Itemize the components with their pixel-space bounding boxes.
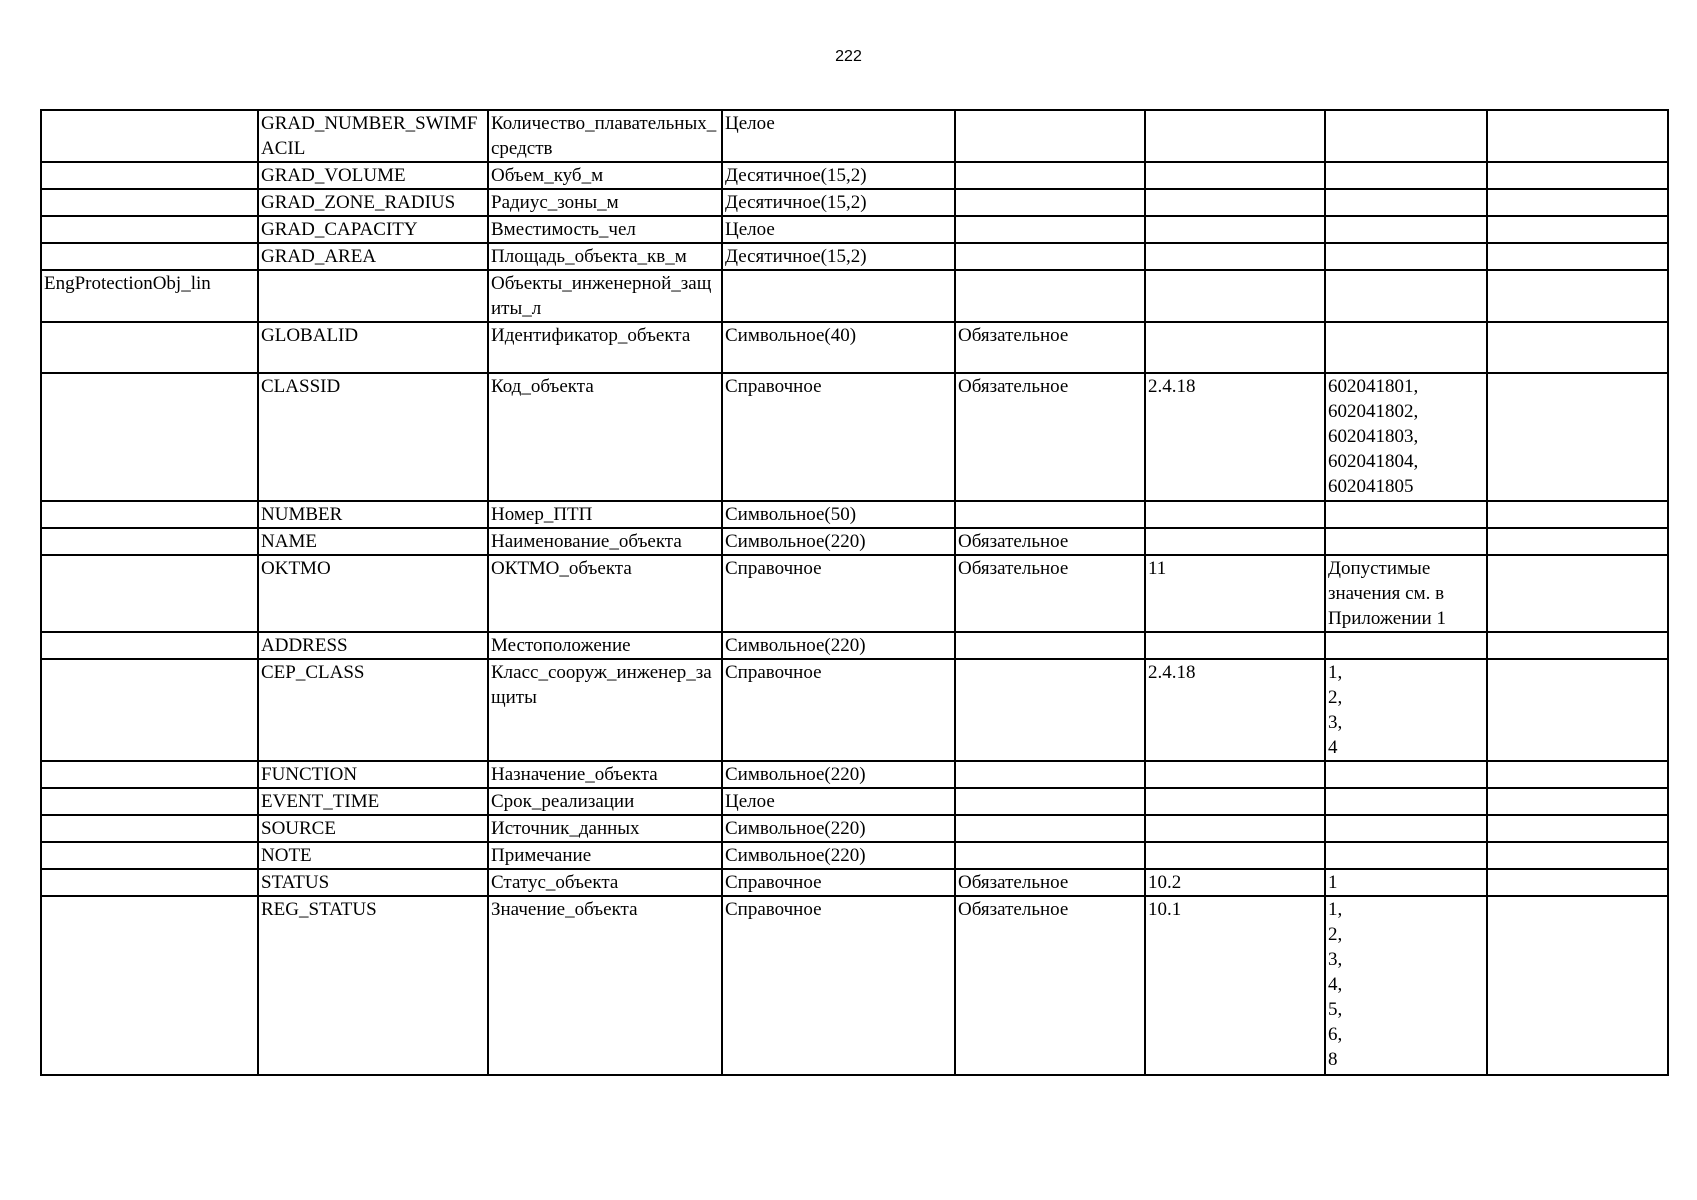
type-cell: Целое	[722, 788, 955, 815]
alias-cell: Примечание	[488, 842, 722, 869]
required-cell: Обязательное	[955, 896, 1145, 1075]
required-cell	[955, 216, 1145, 243]
field-cell: NOTE	[258, 842, 488, 869]
required-cell	[955, 632, 1145, 659]
alias-cell: Объекты_инженерной_защиты_л	[488, 270, 722, 322]
required-cell: Обязательное	[955, 555, 1145, 632]
reference-cell	[1145, 501, 1325, 528]
alias-cell: Количество_плавательных_средств	[488, 110, 722, 162]
table-row	[41, 270, 1668, 322]
reference-cell	[1145, 243, 1325, 270]
reference-cell	[1145, 761, 1325, 788]
values-cell	[1325, 761, 1487, 788]
layer-cell	[41, 162, 258, 189]
type-cell: Справочное	[722, 659, 955, 761]
layer-cell	[41, 110, 258, 162]
alias-cell: Площадь_объекта_кв_м	[488, 243, 722, 270]
layer-cell	[41, 322, 258, 373]
type-cell: Символьное(220)	[722, 842, 955, 869]
reference-cell	[1145, 216, 1325, 243]
type-cell: Справочное	[722, 555, 955, 632]
layer-cell	[41, 501, 258, 528]
reference-cell: 10.1	[1145, 896, 1325, 1075]
table-row	[41, 501, 1668, 528]
reference-cell: 2.4.18	[1145, 373, 1325, 501]
type-cell: Символьное(220)	[722, 815, 955, 842]
alias-cell: Местоположение	[488, 632, 722, 659]
values-cell	[1325, 788, 1487, 815]
table-row	[41, 322, 1668, 373]
field-cell: OKTMO	[258, 555, 488, 632]
required-cell	[955, 501, 1145, 528]
note-cell	[1487, 216, 1668, 243]
note-cell	[1487, 189, 1668, 216]
alias-cell: Источник_данных	[488, 815, 722, 842]
field-cell: ADDRESS	[258, 632, 488, 659]
layer-cell	[41, 815, 258, 842]
reference-cell: 2.4.18	[1145, 659, 1325, 761]
table-row	[41, 896, 1668, 1075]
values-cell	[1325, 110, 1487, 162]
alias-cell: Вместимость_чел	[488, 216, 722, 243]
alias-cell: Номер_ПТП	[488, 501, 722, 528]
field-cell: STATUS	[258, 869, 488, 896]
values-cell: Допустимые значения см. в Приложении 1	[1325, 555, 1487, 632]
layer-cell	[41, 528, 258, 555]
values-cell	[1325, 528, 1487, 555]
alias-cell: Статус_объекта	[488, 869, 722, 896]
note-cell	[1487, 373, 1668, 501]
layer-cell	[41, 842, 258, 869]
table-row	[41, 528, 1668, 555]
values-cell	[1325, 815, 1487, 842]
values-cell	[1325, 322, 1487, 373]
reference-cell	[1145, 788, 1325, 815]
type-cell: Символьное(220)	[722, 632, 955, 659]
reference-cell: 11	[1145, 555, 1325, 632]
alias-cell: Код_объекта	[488, 373, 722, 501]
required-cell	[955, 270, 1145, 322]
type-cell: Десятичное(15,2)	[722, 162, 955, 189]
reference-cell	[1145, 815, 1325, 842]
field-cell: GLOBALID	[258, 322, 488, 373]
type-cell: Десятичное(15,2)	[722, 189, 955, 216]
required-cell	[955, 162, 1145, 189]
layer-cell	[41, 243, 258, 270]
alias-cell: Класс_сооруж_инженер_защиты	[488, 659, 722, 761]
alias-cell: Объем_куб_м	[488, 162, 722, 189]
alias-cell: ОКТМО_объекта	[488, 555, 722, 632]
type-cell: Символьное(40)	[722, 322, 955, 373]
table-row	[41, 659, 1668, 761]
table-row	[41, 842, 1668, 869]
note-cell	[1487, 243, 1668, 270]
layer-cell	[41, 788, 258, 815]
table-row	[41, 869, 1668, 896]
type-cell: Символьное(220)	[722, 761, 955, 788]
required-cell: Обязательное	[955, 373, 1145, 501]
note-cell	[1487, 869, 1668, 896]
layer-cell	[41, 632, 258, 659]
values-cell	[1325, 501, 1487, 528]
type-cell: Символьное(220)	[722, 528, 955, 555]
required-cell: Обязательное	[955, 528, 1145, 555]
required-cell	[955, 761, 1145, 788]
type-cell: Целое	[722, 216, 955, 243]
note-cell	[1487, 270, 1668, 322]
field-cell: CLASSID	[258, 373, 488, 501]
type-cell: Десятичное(15,2)	[722, 243, 955, 270]
layer-cell	[41, 896, 258, 1075]
note-cell	[1487, 528, 1668, 555]
note-cell	[1487, 162, 1668, 189]
alias-cell: Идентификатор_объекта	[488, 322, 722, 373]
note-cell	[1487, 788, 1668, 815]
type-cell: Символьное(50)	[722, 501, 955, 528]
table-row	[41, 189, 1668, 216]
required-cell	[955, 659, 1145, 761]
table-row	[41, 373, 1668, 501]
values-cell	[1325, 270, 1487, 322]
required-cell	[955, 243, 1145, 270]
type-cell: Целое	[722, 110, 955, 162]
layer-cell	[41, 373, 258, 501]
reference-cell: 10.2	[1145, 869, 1325, 896]
layer-cell: EngProtectionObj_lin	[41, 270, 258, 322]
field-cell: GRAD_ZONE_RADIUS	[258, 189, 488, 216]
note-cell	[1487, 842, 1668, 869]
reference-cell	[1145, 322, 1325, 373]
note-cell	[1487, 555, 1668, 632]
values-cell: 1	[1325, 869, 1487, 896]
note-cell	[1487, 659, 1668, 761]
alias-cell: Срок_реализации	[488, 788, 722, 815]
required-cell	[955, 189, 1145, 216]
reference-cell	[1145, 162, 1325, 189]
type-cell: Справочное	[722, 896, 955, 1075]
note-cell	[1487, 761, 1668, 788]
values-cell	[1325, 189, 1487, 216]
reference-cell	[1145, 528, 1325, 555]
note-cell	[1487, 896, 1668, 1075]
layer-cell	[41, 555, 258, 632]
layer-cell	[41, 189, 258, 216]
table-row	[41, 162, 1668, 189]
values-cell	[1325, 632, 1487, 659]
alias-cell: Радиус_зоны_м	[488, 189, 722, 216]
field-cell	[258, 270, 488, 322]
field-cell: EVENT_TIME	[258, 788, 488, 815]
values-cell: 602041801, 602041802, 602041803, 602041804, 602041805	[1325, 373, 1487, 501]
layer-cell	[41, 761, 258, 788]
field-cell: NUMBER	[258, 501, 488, 528]
values-cell	[1325, 216, 1487, 243]
required-cell: Обязательное	[955, 322, 1145, 373]
layer-cell	[41, 869, 258, 896]
alias-cell: Значение_объекта	[488, 896, 722, 1075]
layer-cell	[41, 216, 258, 243]
page-number: 222	[835, 48, 862, 65]
field-cell: REG_STATUS	[258, 896, 488, 1075]
field-cell: CEP_CLASS	[258, 659, 488, 761]
reference-cell	[1145, 110, 1325, 162]
note-cell	[1487, 501, 1668, 528]
note-cell	[1487, 815, 1668, 842]
values-cell	[1325, 162, 1487, 189]
required-cell: Обязательное	[955, 869, 1145, 896]
values-cell	[1325, 243, 1487, 270]
values-cell	[1325, 842, 1487, 869]
note-cell	[1487, 632, 1668, 659]
field-cell: SOURCE	[258, 815, 488, 842]
field-cell: GRAD_AREA	[258, 243, 488, 270]
table-row	[41, 555, 1668, 632]
attribute-table	[40, 109, 1669, 1076]
alias-cell: Наименование_объекта	[488, 528, 722, 555]
required-cell	[955, 815, 1145, 842]
layer-cell	[41, 659, 258, 761]
table-row	[41, 216, 1668, 243]
required-cell	[955, 110, 1145, 162]
values-cell: 1, 2, 3, 4, 5, 6, 8	[1325, 896, 1487, 1075]
table-row	[41, 632, 1668, 659]
table-row	[41, 243, 1668, 270]
table-row	[41, 110, 1668, 162]
table-row	[41, 788, 1668, 815]
required-cell	[955, 788, 1145, 815]
type-cell: Справочное	[722, 869, 955, 896]
field-cell: GRAD_NUMBER_SWIMFACIL	[258, 110, 488, 162]
reference-cell	[1145, 270, 1325, 322]
field-cell: NAME	[258, 528, 488, 555]
type-cell: Справочное	[722, 373, 955, 501]
note-cell	[1487, 322, 1668, 373]
table-row	[41, 815, 1668, 842]
alias-cell: Назначение_объекта	[488, 761, 722, 788]
field-cell: GRAD_CAPACITY	[258, 216, 488, 243]
type-cell	[722, 270, 955, 322]
reference-cell	[1145, 842, 1325, 869]
reference-cell	[1145, 632, 1325, 659]
table-row	[41, 761, 1668, 788]
field-cell: FUNCTION	[258, 761, 488, 788]
field-cell: GRAD_VOLUME	[258, 162, 488, 189]
reference-cell	[1145, 189, 1325, 216]
note-cell	[1487, 110, 1668, 162]
values-cell: 1, 2, 3, 4	[1325, 659, 1487, 761]
required-cell	[955, 842, 1145, 869]
